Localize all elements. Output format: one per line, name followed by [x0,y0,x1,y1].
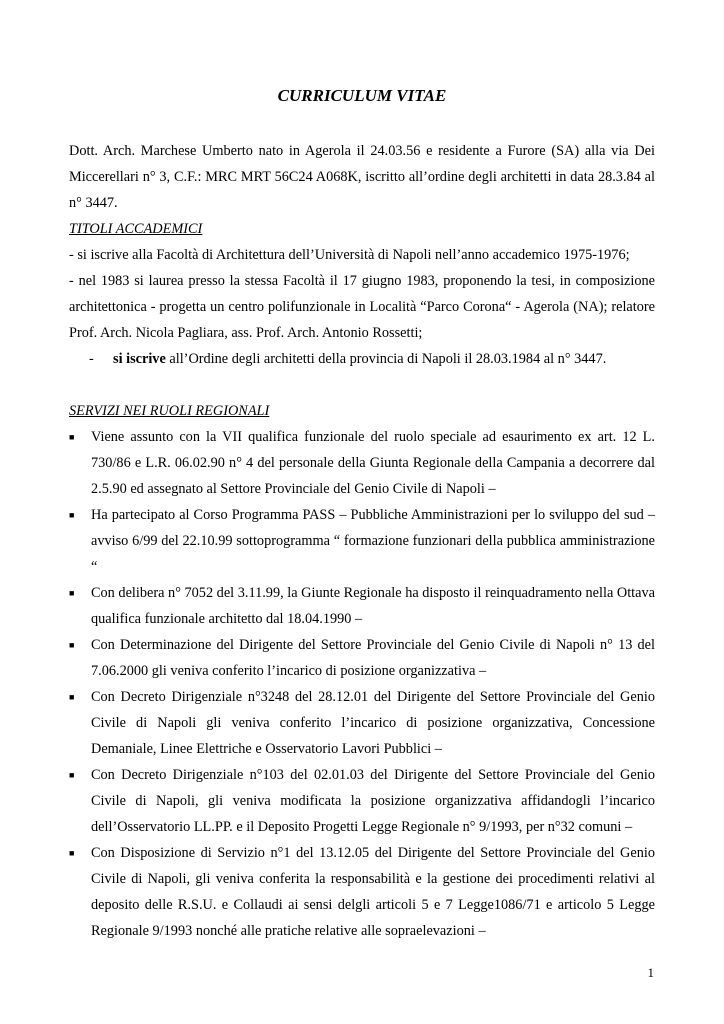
list-item-text: Con Decreto Dirigenziale n°103 del 02.01.03 del Dirigente del Settore Provinciale del Genio Civile di Napoli, gli veniva modificata la posizione organizzativa affidandogli l’incarico dell’Osservatorio LL.PP. e il Deposito Progetti Legge Regionale n° 9/1993, per n°32 comuni – [91,767,655,835]
intro-paragraph: Dott. Arch. Marchese Umberto nato in Agerola il 24.03.56 e residente a Furore (SA) alla via Dei Miccerellari n° 3, C.F.: MRC MRT 56C24 A068K, iscritto all’ordine degli architetti in data 28.3.84 al n° 3447. [69,143,655,211]
list-item-text: Con Decreto Dirigenziale n°3248 del 28.12.01 del Dirigente del Settore Provinciale del Genio Civile di Napoli gli veniva conferito l’incarico di posizione organizzativa, Concessione Demaniale, Linee Elettriche e Osservatorio Lavori Pubblici – [91,689,655,757]
titoli-sub-text: all’Ordine degli architetti della provincia di Napoli il 28.03.1984 al n° 3447. [165,351,607,367]
section-heading-titoli: TITOLI ACCADEMICI [69,221,203,237]
square-bullet-icon: ■ [69,770,75,780]
page-number: 1 [647,965,654,980]
spacer [69,372,655,398]
titoli-sub-bold: si iscrive [113,351,166,367]
square-bullet-icon: ■ [69,848,75,858]
document-title: CURRICULUM VITAE [277,86,447,105]
dash-marker: - [89,351,94,367]
list-item [69,580,655,632]
list-item [69,684,655,762]
list-item [69,632,655,684]
list-item [69,424,655,502]
list-item-text: Ha partecipato al Corso Programma PASS – Pubbliche Amministrazioni per lo sviluppo del sud – avviso 6/99 del 22.10.99 sottoprogramma “ formazione funzionari della pubblica amministrazione “ [91,507,655,575]
square-bullet-icon: ■ [69,588,75,598]
document-body [69,138,655,944]
square-bullet-icon: ■ [69,692,75,702]
list-item-text: Con Disposizione di Servizio n°1 del 13.12.05 del Dirigente del Settore Provinciale del Genio Civile di Napoli, gli veniva conferita la responsabilità e la gestione dei procedimenti relativi al deposito delle R.S.U. e Collaudi ai sensi delgli articoli 5 e 7 Legge1086/71 e articolo 5 Legge Regionale 9/1993 nonché alle pratiche relative alle sopraelevazioni – [91,845,655,939]
list-item-text: Viene assunto con la VII qualifica funzionale del ruolo speciale ad esaurimento ex art. 12 L. 730/86 e L.R. 06.02.90 n° 4 del personale della Giunta Regionale della Campania a decorrere dal 2.5.90 ed assegnato al Settore Provinciale del Genio Civile di Napoli – [91,429,655,497]
list-item-text: Con Determinazione del Dirigente del Settore Provinciale del Genio Civile di Napoli n° 13 del 7.06.2000 gli veniva conferito l’incarico di posizione organizzativa – [91,637,655,679]
square-bullet-icon: ■ [69,432,75,442]
list-item [69,840,655,944]
square-bullet-icon: ■ [69,510,75,520]
square-bullet-icon: ■ [69,640,75,650]
list-item [69,502,655,580]
titoli-sub-item [89,346,655,372]
section-heading-servizi: SERVIZI NEI RUOLI REGIONALI [69,403,270,419]
list-item-text: Con delibera n° 7052 del 3.11.99, la Giunte Regionale ha disposto il reinquadramento nella Ottava qualifica funzionale architetto dal 18.04.1990 – [91,585,655,627]
titoli-line-1: - si iscrive alla Facoltà di Architettura dell’Università di Napoli nell’anno accademico 1975-1976; [69,247,630,263]
titoli-line-2: - nel 1983 si laurea presso la stessa Facoltà il 17 giugno 1983, proponendo la tesi, in composizione architettonica - progetta un centro polifunzionale in Località “Parco Corona“ - Agerola (NA); relatore Prof. Arch. Nicola Pagliara, ass. Prof. Arch. Antonio Rossetti; [69,273,655,341]
list-item [69,762,655,840]
servizi-list [69,424,655,944]
